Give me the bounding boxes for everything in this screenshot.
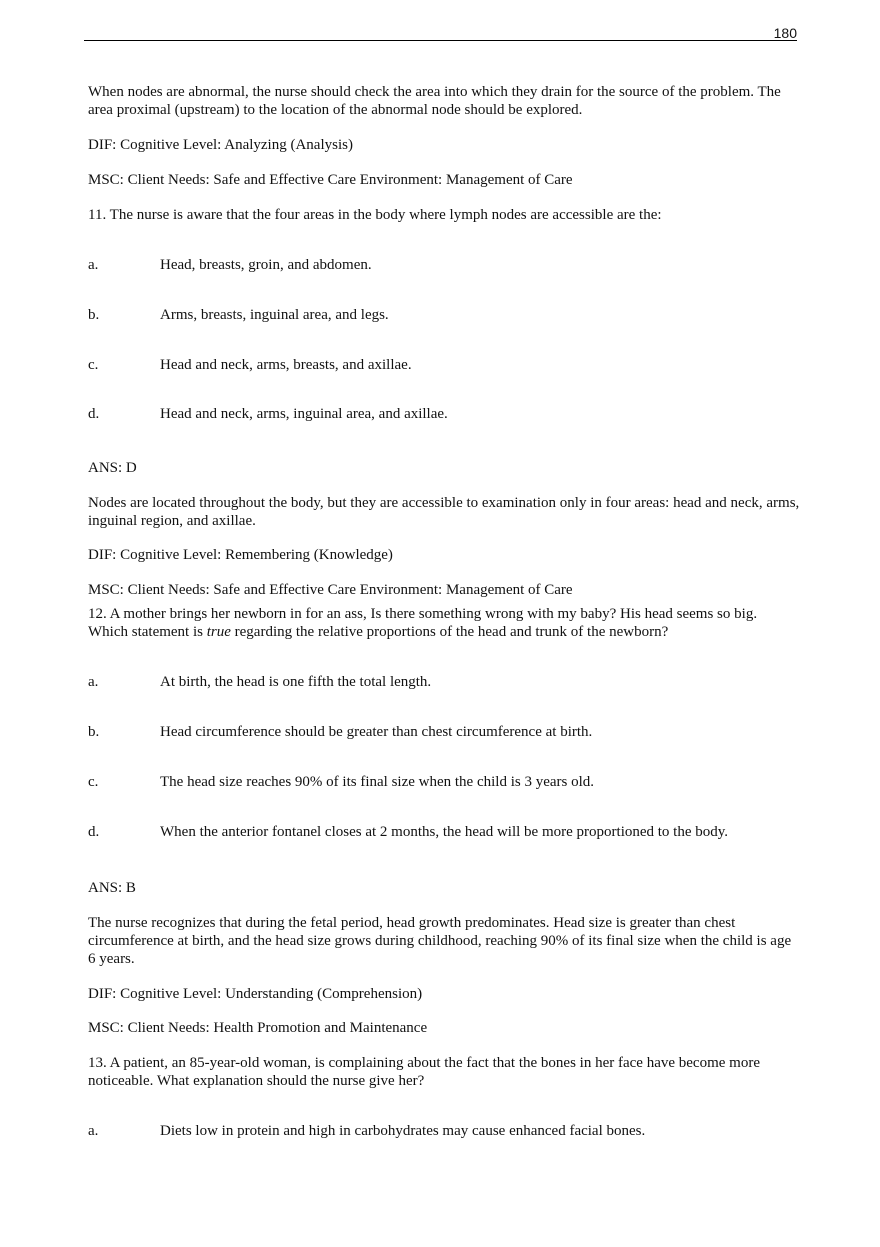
q11-option-c [88,356,800,374]
page-number: 180 [773,25,797,41]
option-text: The head size reaches 90% of its final size when the child is 3 years old. [160,774,595,790]
option-letter: c. [88,357,99,373]
intro-rationale: When nodes are abnormal, the nurse should check the area into which they drain for the source of the problem. The area proximal (upstream) to the location of the abnormal node should be explored. [88,84,781,118]
q12-answer: ANS: B [88,880,136,896]
option-letter: a. [88,674,99,690]
q11-dif: DIF: Cognitive Level: Remembering (Knowledge) [88,547,393,563]
header-line [84,40,797,41]
option-letter: c. [88,774,99,790]
intro-msc: MSC: Client Needs: Safe and Effective Care Environment: Management of Care [88,172,573,188]
q12-stem [88,605,800,641]
option-text: At birth, the head is one fifth the total length. [160,674,432,690]
q13-option-a [88,1122,800,1140]
q11-stem: 11. The nurse is aware that the four areas in the body where lymph nodes are accessible are the: [88,207,662,223]
q11-msc: MSC: Client Needs: Safe and Effective Care Environment: Management of Care [88,582,573,598]
intro-dif: DIF: Cognitive Level: Analyzing (Analysis) [88,137,353,153]
q12-stem-part2: s, Is there something wrong with my baby? His head seems so big. Which statement is [88,606,758,640]
q12-stem-italic: true [206,624,231,640]
q12-dif: DIF: Cognitive Level: Understanding (Comprehension) [88,986,423,1002]
document-body [88,83,800,1140]
q11-option-d [88,405,800,423]
q12-option-b [88,723,800,741]
q12-option-c [88,773,800,791]
q12-option-d [88,823,800,841]
q13-stem: 13. A patient, an 85-year-old woman, is complaining about the fact that the bones in her face have become more noticeable. What explanation should the nurse give her? [88,1055,760,1089]
q12-msc: MSC: Client Needs: Health Promotion and Maintenance [88,1020,428,1036]
option-text: Head, breasts, groin, and abdomen. [160,257,372,273]
q12-option-a [88,673,800,691]
q11-option-a [88,256,800,274]
option-letter: b. [88,724,100,740]
option-text: Head circumference should be greater than chest circumference at birth. [160,724,593,740]
q11-option-b [88,306,800,324]
option-letter: d. [88,824,100,840]
option-text: Head and neck, arms, inguinal area, and axillae. [160,406,448,422]
option-text: Arms, breasts, inguinal area, and legs. [160,307,389,323]
option-letter: d. [88,406,100,422]
q11-answer: ANS: D [88,460,137,476]
option-text: Head and neck, arms, breasts, and axillae. [160,357,412,373]
q12-stem-part3: regarding the relative proportions of the head and trunk of the newborn? [230,624,669,640]
q12-stem-part1: 12. A mother brings her newborn in for an as [88,606,358,622]
option-letter: b. [88,307,100,323]
q11-rationale: Nodes are located throughout the body, but they are accessible to examination only in four areas: head and neck, arms, inguinal region, and axillae. [88,495,800,529]
option-letter: a. [88,257,99,273]
option-letter: a. [88,1123,99,1139]
option-text: When the anterior fontanel closes at 2 months, the head will be more proportioned to the body. [160,824,729,840]
q12-rationale: The nurse recognizes that during the fetal period, head growth predominates. Head size is greater than chest circumference at birth, and the head size grows during childhood, reaching 90% of its final size when the child is age 6 years. [88,915,792,967]
option-text: Diets low in protein and high in carbohydrates may cause enhanced facial bones. [160,1123,646,1139]
